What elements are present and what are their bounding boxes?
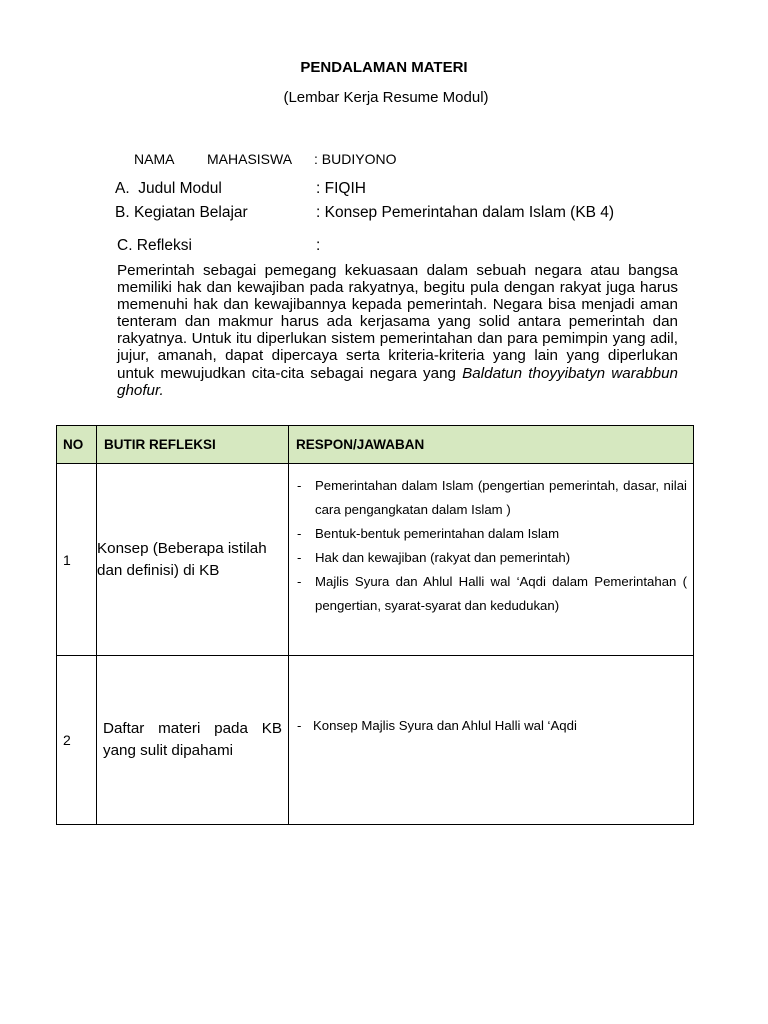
dash-bullet-icon: - xyxy=(297,718,302,733)
table-header-row xyxy=(57,426,694,464)
kegiatan-belajar-value: : Konsep Pemerintahan dalam Islam (KB 4) xyxy=(316,204,615,221)
paragraph-text: Pemerintah sebagai pemegang kekuasaan dalam sebuah negara atau bangsa memiliki hak dan kewajiban pada rakyatnya, begitu pula dengan rakyat juga harus memenuhi hak dan kewajibannya kepada pemerintah. Negara bisa menjadi aman tenteram dan makmur harus ada kerjasama yang solid antara pemerintah dan rakyatnya. Untuk itu diperlukan sistem pemerintahan dan para pemimpin yang adil, jujur, amanah, dapat dipercaya serta kriteria-kriteria yang lain yang diperlukan untuk mewujudkan cita-cita sebagai negara yang xyxy=(117,262,678,382)
kegiatan-belajar-label: B. Kegiatan Belajar xyxy=(115,204,248,221)
page-subtitle: (Lembar Kerja Resume Modul) xyxy=(283,89,489,106)
butir-line: Daftar materi pada KB xyxy=(103,720,282,737)
dash-bullet-icon: - xyxy=(297,574,302,589)
header-no: NO xyxy=(57,426,97,464)
butir-cell xyxy=(97,656,289,825)
refleksi-label: C. Refleksi xyxy=(117,237,192,254)
butir-line: yang sulit dipahami xyxy=(103,742,234,759)
table-row xyxy=(57,464,694,656)
butir-line: dan definisi) di KB xyxy=(97,561,220,579)
list-item: - Bentuk-bentuk pemerintahan dalam Islam xyxy=(297,522,687,546)
list-item: - Konsep Majlis Syura dan Ahlul Halli wal ‘Aqdi xyxy=(297,714,687,738)
list-item: - Pemerintahan dalam Islam (pengertian pemerintah, dasar, nilai cara pengangkatan dalam Islam ) xyxy=(297,474,687,522)
butir-line: Konsep (Beberapa istilah xyxy=(97,539,267,557)
row-number: 1 xyxy=(57,464,97,656)
page-title: PENDALAMAN MATERI xyxy=(300,59,468,76)
table-row xyxy=(57,656,694,825)
mahasiswa-label: MAHASISWA xyxy=(207,151,293,167)
refleksi-value: : xyxy=(316,237,321,254)
dash-bullet-icon: - xyxy=(297,478,302,493)
header-butir-refleksi: BUTIR REFLEKSI xyxy=(97,426,289,464)
refleksi-table xyxy=(56,425,694,825)
refleksi-paragraph xyxy=(117,262,678,399)
judul-modul-value: : FIQIH xyxy=(316,180,366,197)
row-number: 2 xyxy=(57,656,97,825)
nama-label: NAMA xyxy=(134,151,175,167)
header-respon-jawaban: RESPON/JAWABAN xyxy=(289,426,694,464)
respon-cell xyxy=(289,464,694,656)
respon-cell xyxy=(289,656,694,825)
dash-bullet-icon: - xyxy=(297,550,302,565)
judul-modul-label: A. Judul Modul xyxy=(115,180,222,197)
butir-cell xyxy=(97,464,289,656)
list-item: - Hak dan kewajiban (rakyat dan pemerintah) xyxy=(297,546,687,570)
nama-value: : BUDIYONO xyxy=(314,151,397,167)
paragraph-italic: Baldatun thoyyibatyn warabbun ghofur. xyxy=(117,364,678,399)
list-item: - Majlis Syura dan Ahlul Halli wal ‘Aqdi dalam Pemerintahan ( pengertian, syarat-syarat dan kedudukan) xyxy=(297,570,687,618)
dash-bullet-icon: - xyxy=(297,526,302,541)
